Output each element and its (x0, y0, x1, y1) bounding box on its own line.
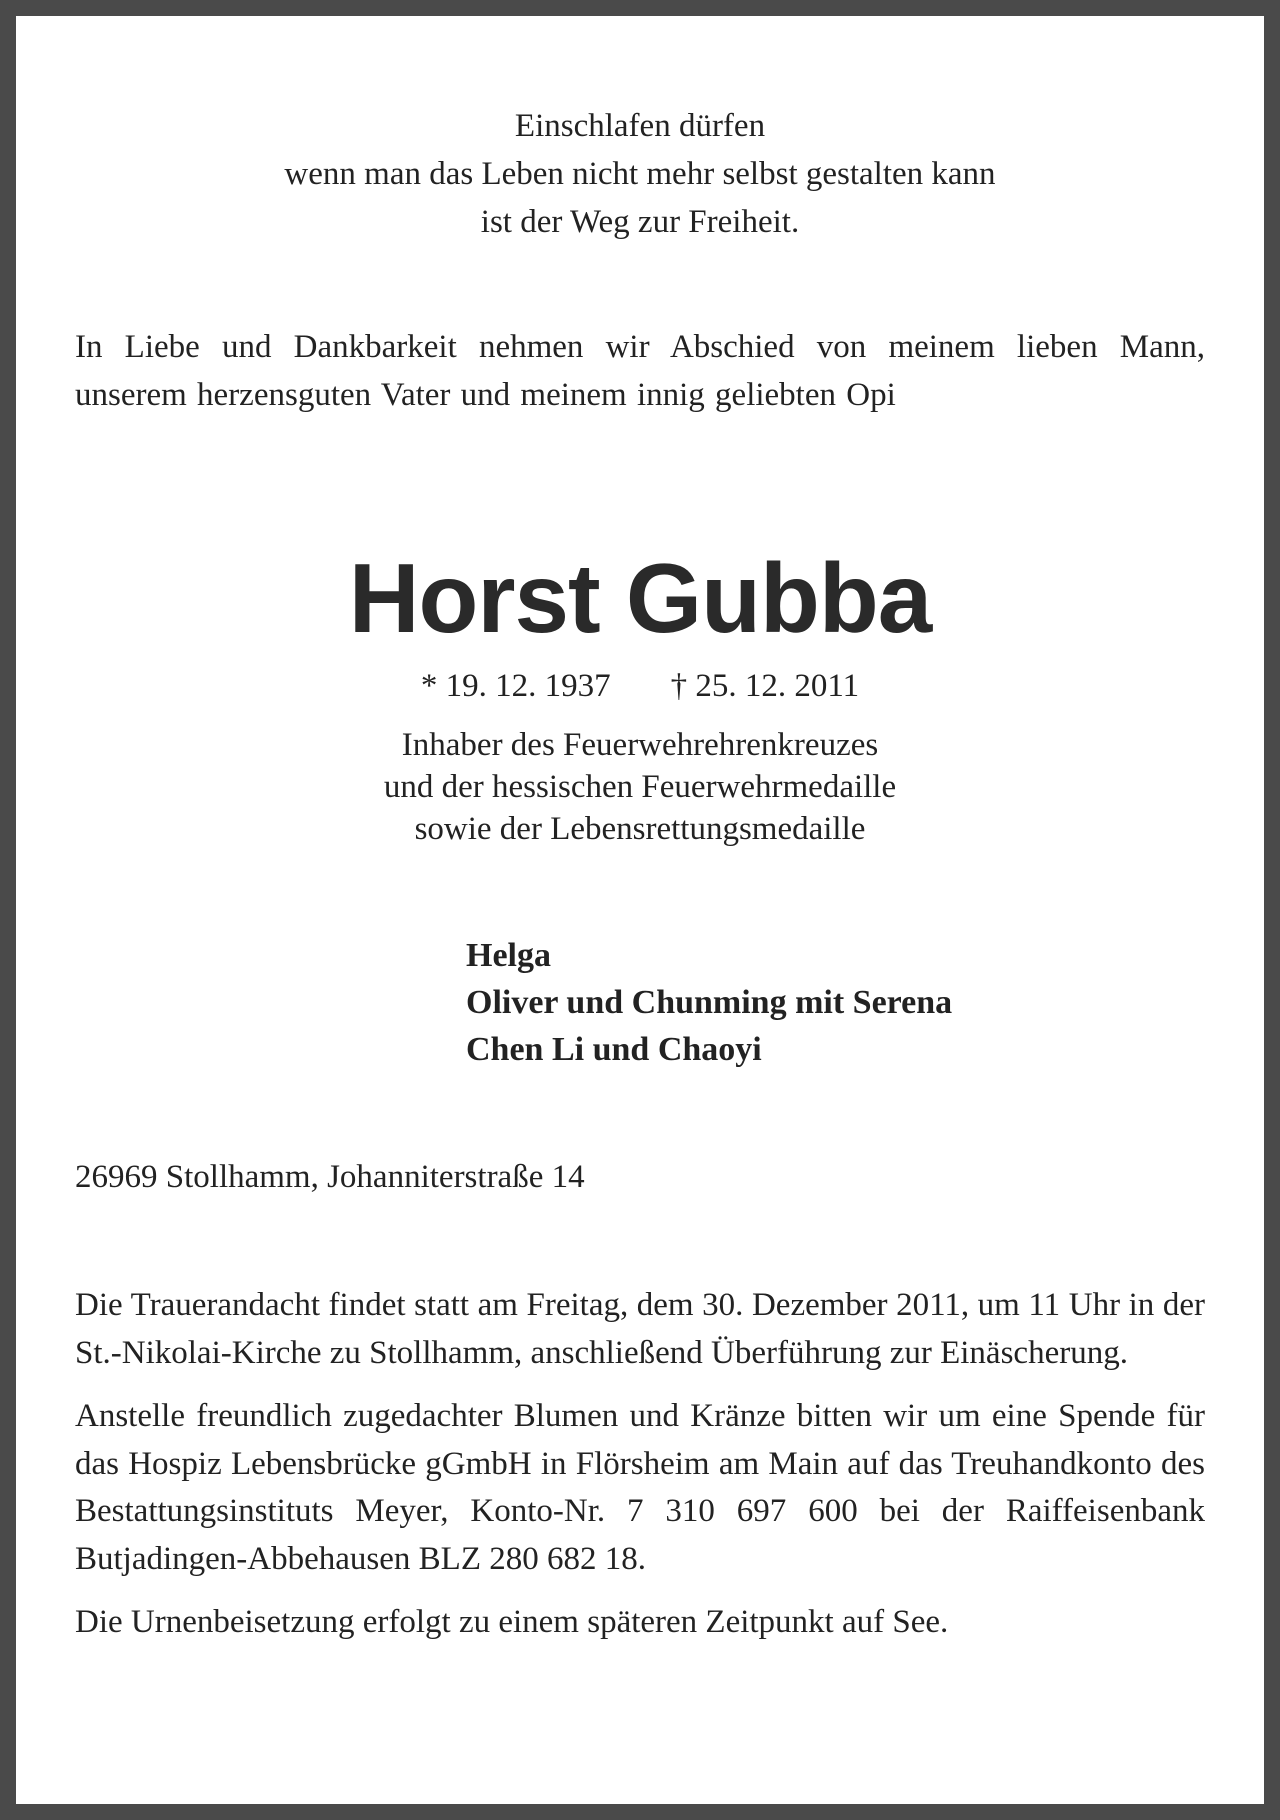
intro-text: In Liebe und Dankbarkeit nehmen wir Abschied von meinem lieben Mann, unserem herzensguten Vater und meinem innig geliebten Opi (75, 329, 1205, 413)
obituary-notice (16, 16, 1264, 1804)
motto (75, 102, 1205, 246)
family-line-2: Oliver und Chunming mit Serena (466, 984, 953, 1021)
motto-line-1: Einschlafen dürfen (514, 108, 766, 144)
death-date: † 25. 12. 2011 (670, 668, 860, 704)
life-dates (75, 664, 1205, 708)
burial-paragraph: Die Urnenbeisetzung erfolgt zu einem späteren Zeitpunkt auf See. (75, 1604, 949, 1640)
family-address: 26969 Stollhamm, Johanniterstraße 14 (75, 1159, 585, 1195)
family-line-3: Chen Li und Chaoyi (466, 1031, 762, 1068)
honors (75, 724, 1205, 850)
donation-paragraph: Anstelle freundlich zugedachter Blumen und Kränze bitten wir um eine Spende für das Hospiz Lebensbrücke gGmbH in Flörsheim am Main auf das Treuhandkonto des Bestattungsinstituts Meyer, Konto-Nr. 7 310 697 600 bei der Raiffeisenbank Butjadingen-Abbehausen BLZ 280 682 18. (75, 1398, 1205, 1577)
honors-line-3: sowie der Lebensrettungsmedaille (414, 811, 866, 847)
family-line-1: Helga (466, 937, 551, 974)
family-signature (466, 932, 952, 1073)
honors-line-2: und der hessischen Feuerwehrmedaille (383, 769, 897, 805)
birth-date: * 19. 12. 1937 (420, 668, 611, 704)
deceased-name: Horst Gubba (348, 543, 932, 653)
motto-line-3: ist der Weg zur Freiheit. (480, 204, 800, 240)
honors-line-1: Inhaber des Feuerwehrehrenkreuzes (401, 727, 879, 763)
motto-line-2: wenn man das Leben nicht mehr selbst gestalten kann (284, 156, 996, 192)
notice-details (75, 1282, 1205, 1663)
service-paragraph: Die Trauerandacht findet statt am Freitag, dem 30. Dezember 2011, um 11 Uhr in der St.-Nikolai-Kirche zu Stollhamm, anschließend Überführung zur Einäscherung. (75, 1287, 1205, 1371)
